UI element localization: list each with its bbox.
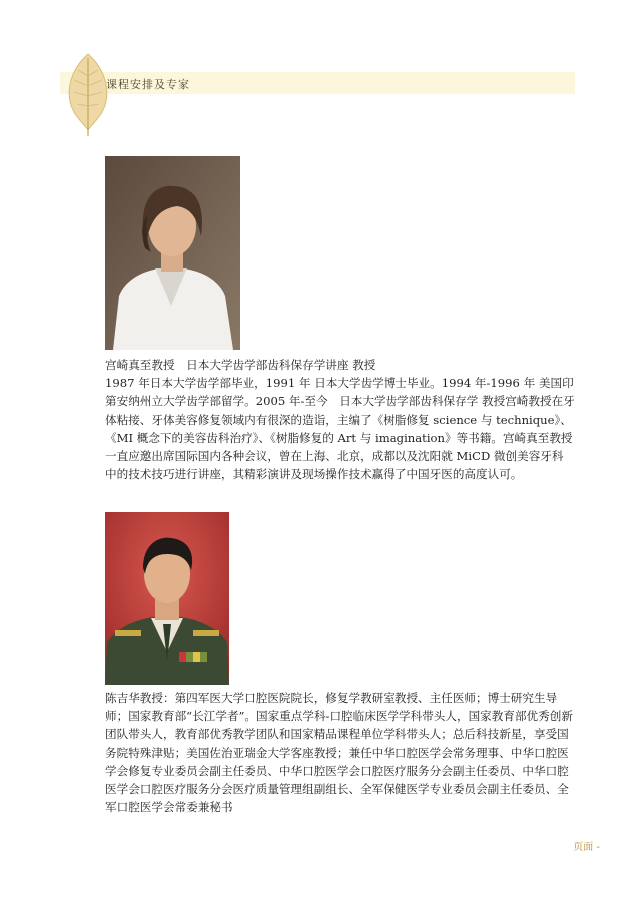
expert1-photo xyxy=(105,156,240,350)
section-title: 课程安排及专家 xyxy=(106,78,190,91)
expert2-bio: 陈吉华教授：第四军医大学口腔医院院长，修复学教研室教授、主任医师；博士研究生导师；国家教育部“长江学者”。国家重点学科-口腔临床医学学科带头人，国家教育部优秀创新团队带头人，教育部优秀教学团队和国家精品课程单位学科带头人；总后科技新星，享受国务院特殊津贴；美国佐治亚瑞金大学客座教授；兼任中华口腔医学会常务理事、中华口腔医学会修复专业委员会副主任委员、中华口腔医学会口腔医疗服务分会副主任委员、中华口腔医学会口腔医疗服务分会医疗质量管理组副组长、全军保健医学专业委员会副主任委员、全军口腔医学会常委兼秘书 xyxy=(105,691,573,815)
page-footer: 页面 - xyxy=(573,842,600,853)
expert2-block xyxy=(105,689,575,816)
expert2-photo xyxy=(105,512,229,685)
expert1-bio: 1987 年日本大学齿学部毕业，1991 年 日本大学齿学博士毕业。1994 年-1996 年 美国印第安纳州立大学齿学部留学。2005 年-至今 日本大学齿学部齿科保存学 教授宫崎教授在牙体粘接、牙体美容修复领域内有很深的造诣，主编了《树脂修复 science 与 technique》、《MI 概念下的美容齿科治疗》、《树脂修复的 Art 与 imagination》等书籍。宫崎真至教授一直应邀出席国际国内各种会议，曾在上海、北京，成都以及沈阳就 MiCD 微创美容牙科中的技术技巧进行讲座，其精彩演讲及现场操作技术赢得了中国牙医的高度认可。 xyxy=(105,376,575,482)
leaf-decoration-icon xyxy=(62,50,114,138)
expert1-block xyxy=(105,356,575,483)
expert1-title: 宫崎真至教授 日本大学齿学部齿科保存学讲座 教授 xyxy=(105,358,376,372)
